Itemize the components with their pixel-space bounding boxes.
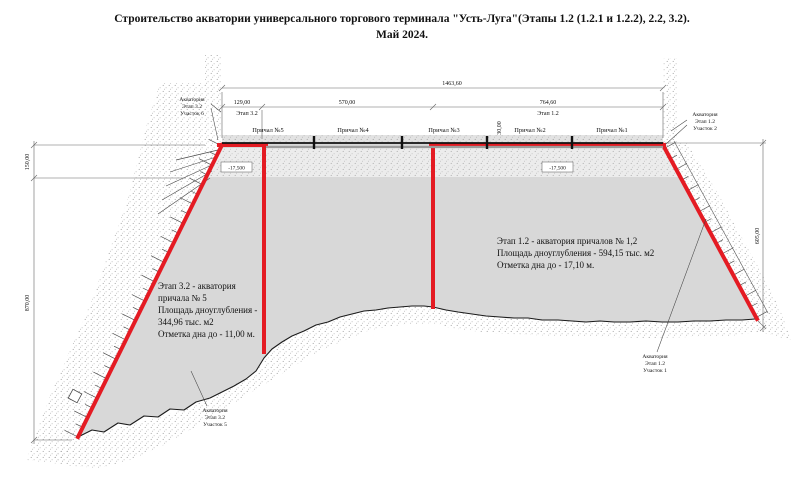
svg-text:Этап 3.2 - акватория: Этап 3.2 - акватория [158,281,236,291]
land-texture-top-right [663,58,677,143]
dim-left-top: 150,00 [25,153,31,171]
annotation-area-stage32-sec6 [179,97,205,117]
dim-left-bottom: 870,00 [25,294,31,312]
pier-3-label: Причал №3 [428,127,460,134]
svg-text:Этап 3.2: Этап 3.2 [182,104,202,110]
dredge-slope-strip-texture [205,148,681,177]
svg-text:Акватория: Акватория [642,354,668,360]
svg-text:Площадь дноуглубления -: Площадь дноуглубления - [158,305,258,315]
pier-5-label: Причал №5 [252,127,284,134]
svg-text:Акватория: Акватория [179,97,205,103]
annotation-area-stage12-sec2 [692,112,718,132]
svg-text:Этап 1.2 - акватория причалов: Этап 1.2 - акватория причалов № 1,2 [497,236,638,246]
pier-2-label: Причал №2 [514,127,546,134]
dim-pier-gap: 30,00 [497,121,503,135]
dim-total: 1463,60 [442,81,462,87]
svg-text:Этап 1.2: Этап 1.2 [695,119,715,125]
svg-text:Этап 1.2: Этап 1.2 [645,361,665,367]
dim-right-side: 605,00 [755,227,761,245]
svg-text:причала № 5: причала № 5 [158,293,207,303]
annotation-area-stage32-sec5 [202,408,228,428]
svg-text:Участок 5: Участок 5 [203,422,227,428]
quay-apron-band-texture [222,135,663,143]
dim-seg3: 764,60 [539,100,557,106]
svg-text:Этап 3.2: Этап 3.2 [205,415,225,421]
pier-4-label: Причал №4 [337,127,369,134]
dim-seg1: 129,00 [233,100,251,106]
drawing-title-line2: Май 2024. [376,29,428,41]
annotation-area-stage12-sec1 [642,354,668,374]
svg-text:Участок 2: Участок 2 [693,126,717,132]
svg-text:Участок 6: Участок 6 [180,111,204,117]
pier-1-label: Причал №1 [596,127,628,134]
svg-text:Площадь дноуглубления - 594,15: Площадь дноуглубления - 594,15 тыс. м2 [497,248,655,258]
depth-mark-left: -17,500 [228,165,245,172]
svg-text:344,96 тыс. м2: 344,96 тыс. м2 [158,317,214,327]
svg-text:Отметка дна до - 17,10 м.: Отметка дна до - 17,10 м. [497,260,595,270]
land-texture-top-left [205,55,222,85]
drawing-title-line1: Строительство акватории универсального торгового терминала "Усть-Луга"(Этапы 1.2 (1.2.1 и 1.2.2), 2.2, 3.2). [114,13,690,25]
svg-text:Участок 1: Участок 1 [643,368,667,374]
dim-seg2: 570,00 [338,100,356,106]
stage-label-right: Этап 1.2 [537,111,559,117]
svg-text:Акватория: Акватория [692,112,718,118]
svg-text:Отметка дна до - 11,00 м.: Отметка дна до - 11,00 м. [158,329,255,339]
stage-label-left: Этап 3.2 [236,111,258,117]
svg-text:Акватория: Акватория [202,408,228,414]
depth-mark-right: -17,500 [549,165,566,172]
